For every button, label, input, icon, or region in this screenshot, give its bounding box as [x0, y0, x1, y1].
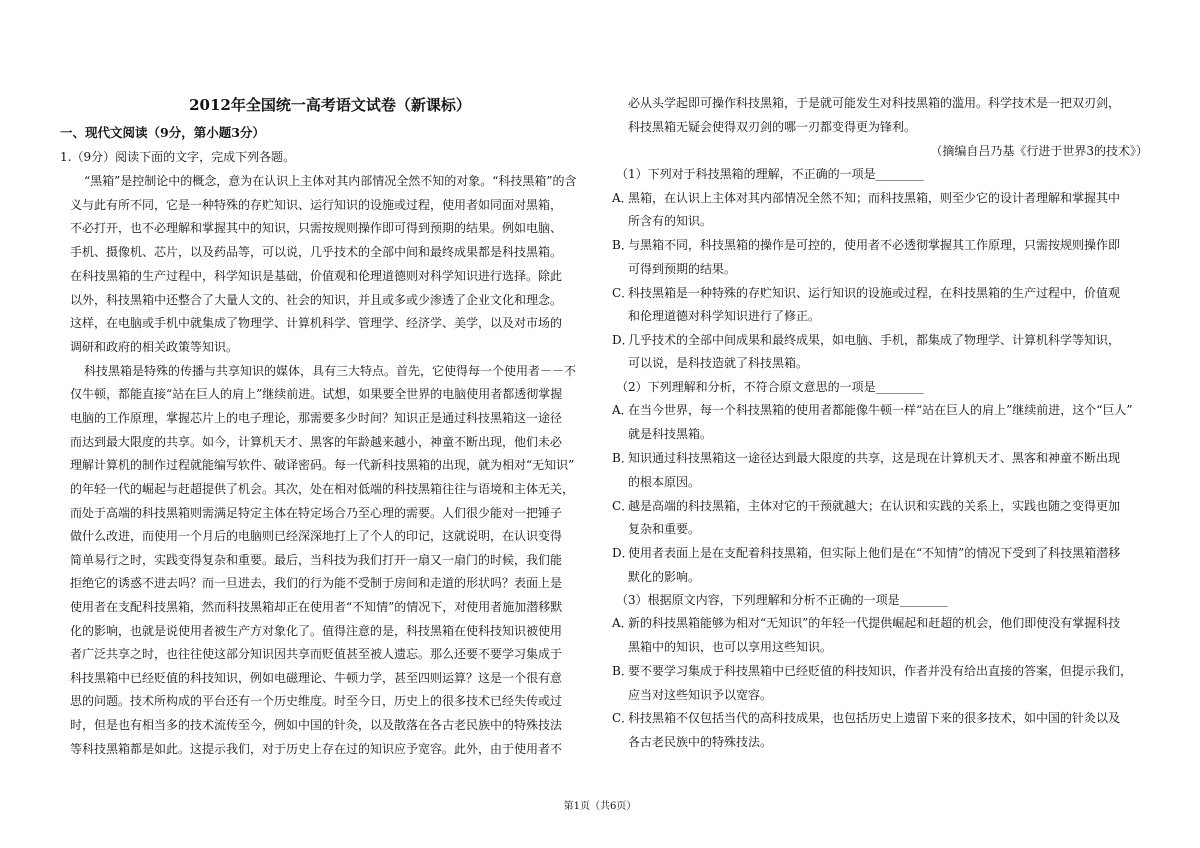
- passage-line: “黑箱”是控制论中的概念，意为在认识上主体对其内部情况全然不知的对象。“科技黑箱”的含: [84, 174, 577, 188]
- passage-line: 做什么改进，而使用一个月后的电脑则已经深深地打上了个人的印记，这就说明，在认识变得: [70, 529, 563, 543]
- passage-line: 科技黑箱无疑会使得双刃剑的哪一刃都变得更为锋利。: [628, 120, 917, 134]
- passage-line: 必从头学起即可操作科技黑箱，于是就可能发生对科技黑箱的滥用。科学技术是一把双刃剑，: [628, 96, 1121, 110]
- passage-line: 者广泛共享之时，也往往使这部分知识因共享而贬值甚至被人遗忘。那么还要不要学习集成于: [70, 647, 563, 661]
- option-text: 应当对这些知识予以宽容。: [628, 688, 773, 702]
- passage-line: 时，但是也有相当多的技术流传至今，例如中国的针灸，以及散落在各古老民族中的特殊技法: [70, 718, 563, 732]
- passage-line: 而处于高端的科技黑箱则需满足特定主体在特定场合乃至心理的需要。人们很少能对一把锤子: [70, 506, 563, 520]
- option-letter: D．: [612, 333, 634, 347]
- option-text: 各古老民族中的特殊技法。: [628, 735, 773, 749]
- passage-line: 思的问题。技术所构成的平台还有一个历史维度。时至今日，历史上的很多技术已经失传或过: [70, 694, 563, 708]
- option-letter: C．: [612, 499, 634, 513]
- option-letter: C．: [612, 286, 634, 300]
- option-text: 科技黑箱是一种特殊的存贮知识、运行知识的设施或过程，在科技黑箱的生产过程中，价值观: [628, 286, 1121, 300]
- passage-line: 等科技黑箱都是如此。这提示我们，对于历史上存在过的知识应予宽容。此外，由于使用者不: [70, 742, 563, 756]
- option-text: 复杂和重要。: [628, 522, 701, 536]
- passage-line: 义与此有所不同，它是一种特殊的存贮知识、运行知识的设施或过程，使用者如同面对黑箱，: [70, 198, 563, 212]
- option-letter: B．: [612, 238, 633, 252]
- passage-line: 科技黑箱中已经贬值的科技知识，例如电磁理论、牛顿力学，甚至四则运算？这是一个很有意: [70, 671, 563, 685]
- option-text: 黑箱，在认识上主体对其内部情况全然不知；而科技黑箱，则至少它的设计者理解和掌握其中: [628, 191, 1121, 205]
- option-text: 可得到预期的结果。: [628, 262, 737, 276]
- option-text: 可以说，是科技造就了科技黑箱。: [628, 356, 809, 370]
- option-text: 在当今世界，每一个科技黑箱的使用者都能像牛顿一样“站在巨人的肩上”继续前进，这个“巨人”: [628, 403, 1133, 417]
- option-letter: D．: [612, 546, 634, 560]
- passage-line: 使用者在支配科技黑箱，然而科技黑箱却正在使用者“不知情”的情况下，对使用者施加潜移默: [70, 600, 563, 614]
- page-footer: 第1页（共6页）: [563, 801, 637, 812]
- option-text: 越是高端的科技黑箱，主体对它的干预就越大；在认识和实践的关系上，实践也随之变得更加: [628, 499, 1121, 513]
- passage-line: 化的影响，也就是说使用者被生产方对象化了。值得注意的是，科技黑箱在使科技知识被使用: [70, 624, 563, 638]
- passage-line: 这样，在电脑或手机中就集成了物理学、计算机科学、管理学、经济学、美学，以及对市场的: [70, 316, 563, 330]
- option-letter: A．: [612, 616, 633, 630]
- option-letter: B．: [612, 664, 633, 678]
- passage-source: （摘编自吕乃基《行进于世界3的技术》）: [930, 144, 1148, 158]
- passage-line: 简单易行之时，实践变得复杂和重要。最后，当科技为我们打开一扇又一扇门的时候，我们能: [70, 553, 563, 567]
- option-text: 科技黑箱不仅包括当代的高科技成果，也包括历史上遗留下来的很多技术，如中国的针灸以及: [628, 711, 1121, 725]
- option-text: 默化的影响。: [628, 570, 701, 584]
- option-text: 所含有的知识。: [628, 214, 713, 228]
- option-text: 要不要学习集成于科技黑箱中已经贬值的科技知识，作者并没有给出直接的答案，但提示我们，: [628, 664, 1133, 678]
- sub-question-3: （3）根据原文内容，下列理解和分析不正确的一项是________: [616, 593, 948, 607]
- option-text: 知识通过科技黑箱这一途径达到最大限度的共享，这是现在计算机天才、黑客和神童不断出现: [628, 451, 1121, 465]
- passage-line: 电脑的工作原理，掌握芯片上的电子理论，那需要多少时间？知识正是通过科技黑箱这一途径: [70, 411, 563, 425]
- passage-line: 科技黑箱是特殊的传播与共享知识的媒体，具有三大特点。首先，它使得每一个使用者－－不: [84, 364, 577, 378]
- passage-line: 理解计算机的制作过程就能编写软件、破译密码。每一代新科技黑箱的出现，就为相对“无知识”: [70, 458, 575, 472]
- passage-line: 不必打开，也不必理解和掌握其中的知识，只需按规则操作即可得到预期的结果。例如电脑、: [70, 221, 563, 235]
- option-text: 新的科技黑箱能够为相对“无知识”的年轻一代提供崛起和赶超的机会，他们即使没有掌握科技: [628, 616, 1121, 630]
- option-text: 与黑箱不同，科技黑箱的操作是可控的，使用者不必透彻掌握其工作原理，只需按规则操作即: [628, 238, 1121, 252]
- passage-line: 以外，科技黑箱中还整合了大量人文的、社会的知识，并且或多或少渗透了企业文化和理念。: [70, 293, 563, 307]
- passage-line: 而达到最大限度的共享。如今，计算机天才、黑客的年龄越来越小，神童不断出现，他们未必: [70, 435, 563, 449]
- passage-line: 调研和政府的相关政策等知识。: [70, 340, 239, 354]
- sub-question-2: （2）下列理解和分析，不符合原文意思的一项是________: [616, 380, 924, 394]
- option-text: 几乎技术的全部中间成果和最终成果，如电脑、手机，都集成了物理学、计算机科学等知识，: [628, 333, 1121, 347]
- passage-line: 的年轻一代的崛起与赶超提供了机会。其次，处在相对低端的科技黑箱往往与语境和主体无关，: [70, 482, 575, 496]
- option-text: 和伦理道德对科学知识进行了修正。: [628, 309, 821, 323]
- option-text: 使用者表面上是在支配着科技黑箱，但实际上他们是在“不知情”的情况下受到了科技黑箱潜移: [628, 546, 1121, 560]
- option-letter: A．: [612, 403, 633, 417]
- option-text: 就是科技黑箱。: [628, 427, 713, 441]
- section-heading: 一、现代文阅读（9分，第小题3分）: [60, 125, 265, 140]
- option-letter: C．: [612, 711, 634, 725]
- option-text: 的根本原因。: [628, 475, 701, 489]
- passage-line: 拒绝它的诱惑不进去吗？而一旦进去，我们的行为能不受制于房间和走道的形状吗？表面上是: [70, 576, 563, 590]
- option-text: 黑箱中的知识，也可以享用这些知识。: [628, 640, 833, 654]
- passage-line: 在科技黑箱的生产过程中，科学知识是基础，价值观和伦理道德则对科学知识进行选择。除此: [70, 269, 563, 283]
- passage-line: 仅牛顿，都能直接“站在巨人的肩上”继续前进。试想，如果要全世界的电脑使用者都透彻掌握: [70, 387, 563, 401]
- option-letter: B．: [612, 451, 633, 465]
- question-1-heading: 1.（9分）阅读下面的文字，完成下列各题。: [60, 150, 296, 164]
- passage-line: 手机、摄像机、芯片，以及药品等，可以说，几乎技术的全部中间和最终成果都是科技黑箱。: [70, 245, 563, 259]
- option-letter: A．: [612, 191, 633, 205]
- sub-question-1: （1）下列对于科技黑箱的理解，不正确的一项是________: [616, 167, 924, 181]
- exam-title: 2012年全国统一高考语文试卷（新课标）: [189, 96, 471, 114]
